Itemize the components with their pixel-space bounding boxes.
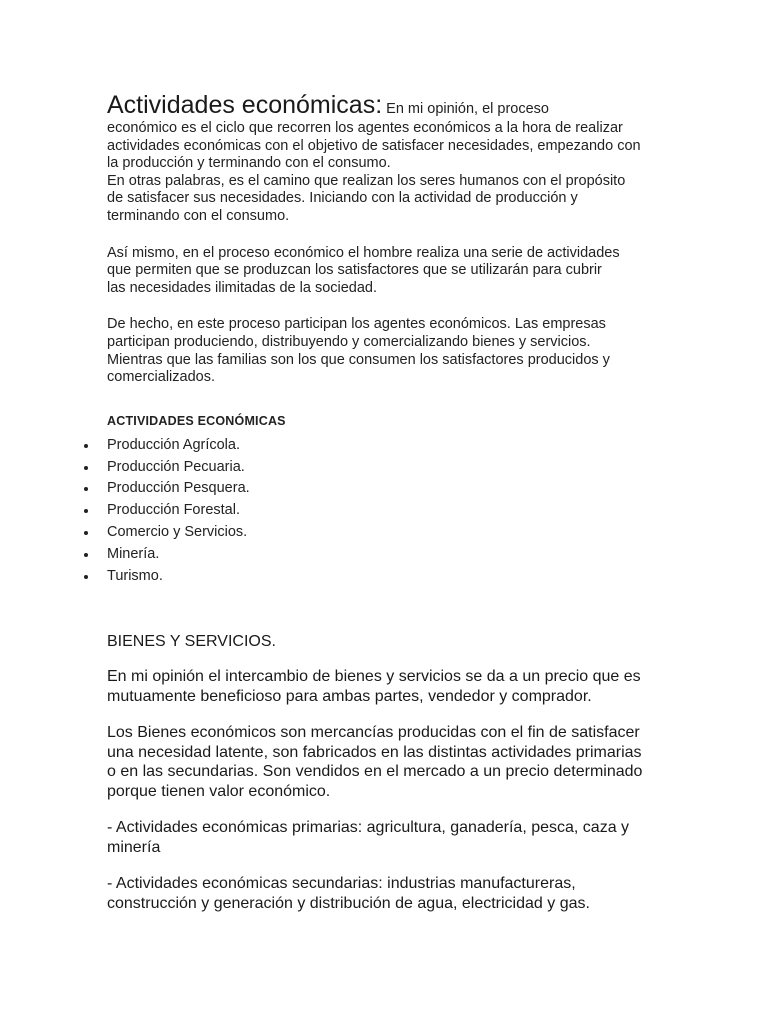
list-item-label: Turismo. [107,567,163,584]
intro-line: actividades económicas con el objetivo de satisfacer necesidades, empezando con [107,137,641,154]
paragraph-line: mutuamente beneficioso para ambas partes, vendedor y comprador. [107,687,592,705]
list-item [107,435,667,457]
document-body [107,90,667,913]
paragraph-3 [107,316,667,386]
intro-line: la producción y terminando con el consumo. [107,155,391,172]
paragraph-line: De hecho, en este proceso participan los agentes económicos. Las empresas [107,316,606,333]
goods-heading: BIENES Y SERVICIOS. [107,633,276,651]
paragraph-line: Los Bienes económicos son mercancías producidas con el fin de satisfacer [107,724,640,742]
paragraph-line: En mi opinión el intercambio de bienes y servicios se da a un precio que es [107,668,641,686]
intro-line: el proceso [482,101,549,117]
list-item-label: Minería. [107,545,160,562]
list-item [107,522,667,544]
paragraph-line: Mientras que las familias son los que consumen los satisfactores producidos y [107,351,610,368]
paragraph-line: porque tienen valor económico. [107,782,331,800]
bullet-icon [84,531,88,535]
paragraph-line: Así mismo, en el proceso económico el hombre realiza una serie de actividades [107,244,620,261]
paragraph-line: una necesidad latente, son fabricados en las distintas actividades primarias [107,743,642,761]
primary-activities-paragraph [107,818,667,857]
paragraph-line: que permiten que se produzcan los satisfactores que se utilizarán para cubrir [107,262,602,279]
goods-paragraph-1 [107,667,667,706]
intro-line: terminando con el consumo. [107,207,290,224]
paragraph-2 [107,245,667,298]
intro-line: económico es el ciclo que recorren los agentes económicos a la hora de realizar [107,120,623,136]
list-item [107,566,667,588]
bullet-icon [84,487,88,491]
list-item-label: Comercio y Servicios. [107,523,248,540]
list-item [107,500,667,522]
bullet-icon [84,444,88,448]
bullet-icon [84,575,88,579]
activities-list [107,435,667,588]
bullet-icon [84,466,88,470]
paragraph-line: construcción y generación y distribución de agua, electricidad y gas. [107,894,590,912]
intro-paragraph [107,120,667,226]
page-title: Actividades económicas: [107,91,383,119]
paragraph-line: las necesidades ilimitadas de la sociedad. [107,279,378,296]
paragraph-line: minería [107,838,161,856]
list-item-label: Producción Agrícola. [107,436,240,453]
list-item-label: Producción Forestal. [107,502,240,519]
bullet-icon [84,553,88,557]
intro-line: de satisfacer sus necesidades. Iniciando con la actividad de producción y [107,190,578,207]
activities-heading: ACTIVIDADES ECONÓMICAS [107,413,286,428]
goods-paragraph-2 [107,723,667,801]
paragraph-line: - Actividades económicas primarias: agricultura, ganadería, pesca, caza y [107,819,630,837]
bullet-icon [84,509,88,513]
intro-lead: En mi opinión, [386,101,479,117]
secondary-activities-paragraph [107,874,667,913]
title-line [107,90,667,120]
paragraph-line: o en las secundarias. Son vendidos en el mercado a un precio determinado [107,763,643,781]
list-item [107,544,667,566]
intro-line: En otras palabras, es el camino que realizan los seres humanos con el propósito [107,172,626,189]
paragraph-line: - Actividades económicas secundarias: industrias manufactureras, [107,875,576,893]
list-item-label: Producción Pecuaria. [107,458,245,475]
paragraph-line: comercializados. [107,369,215,386]
list-item [107,457,667,479]
paragraph-line: participan produciendo, distribuyendo y comercializando bienes y servicios. [107,333,591,350]
list-item [107,478,667,500]
list-item-label: Producción Pesquera. [107,480,250,497]
